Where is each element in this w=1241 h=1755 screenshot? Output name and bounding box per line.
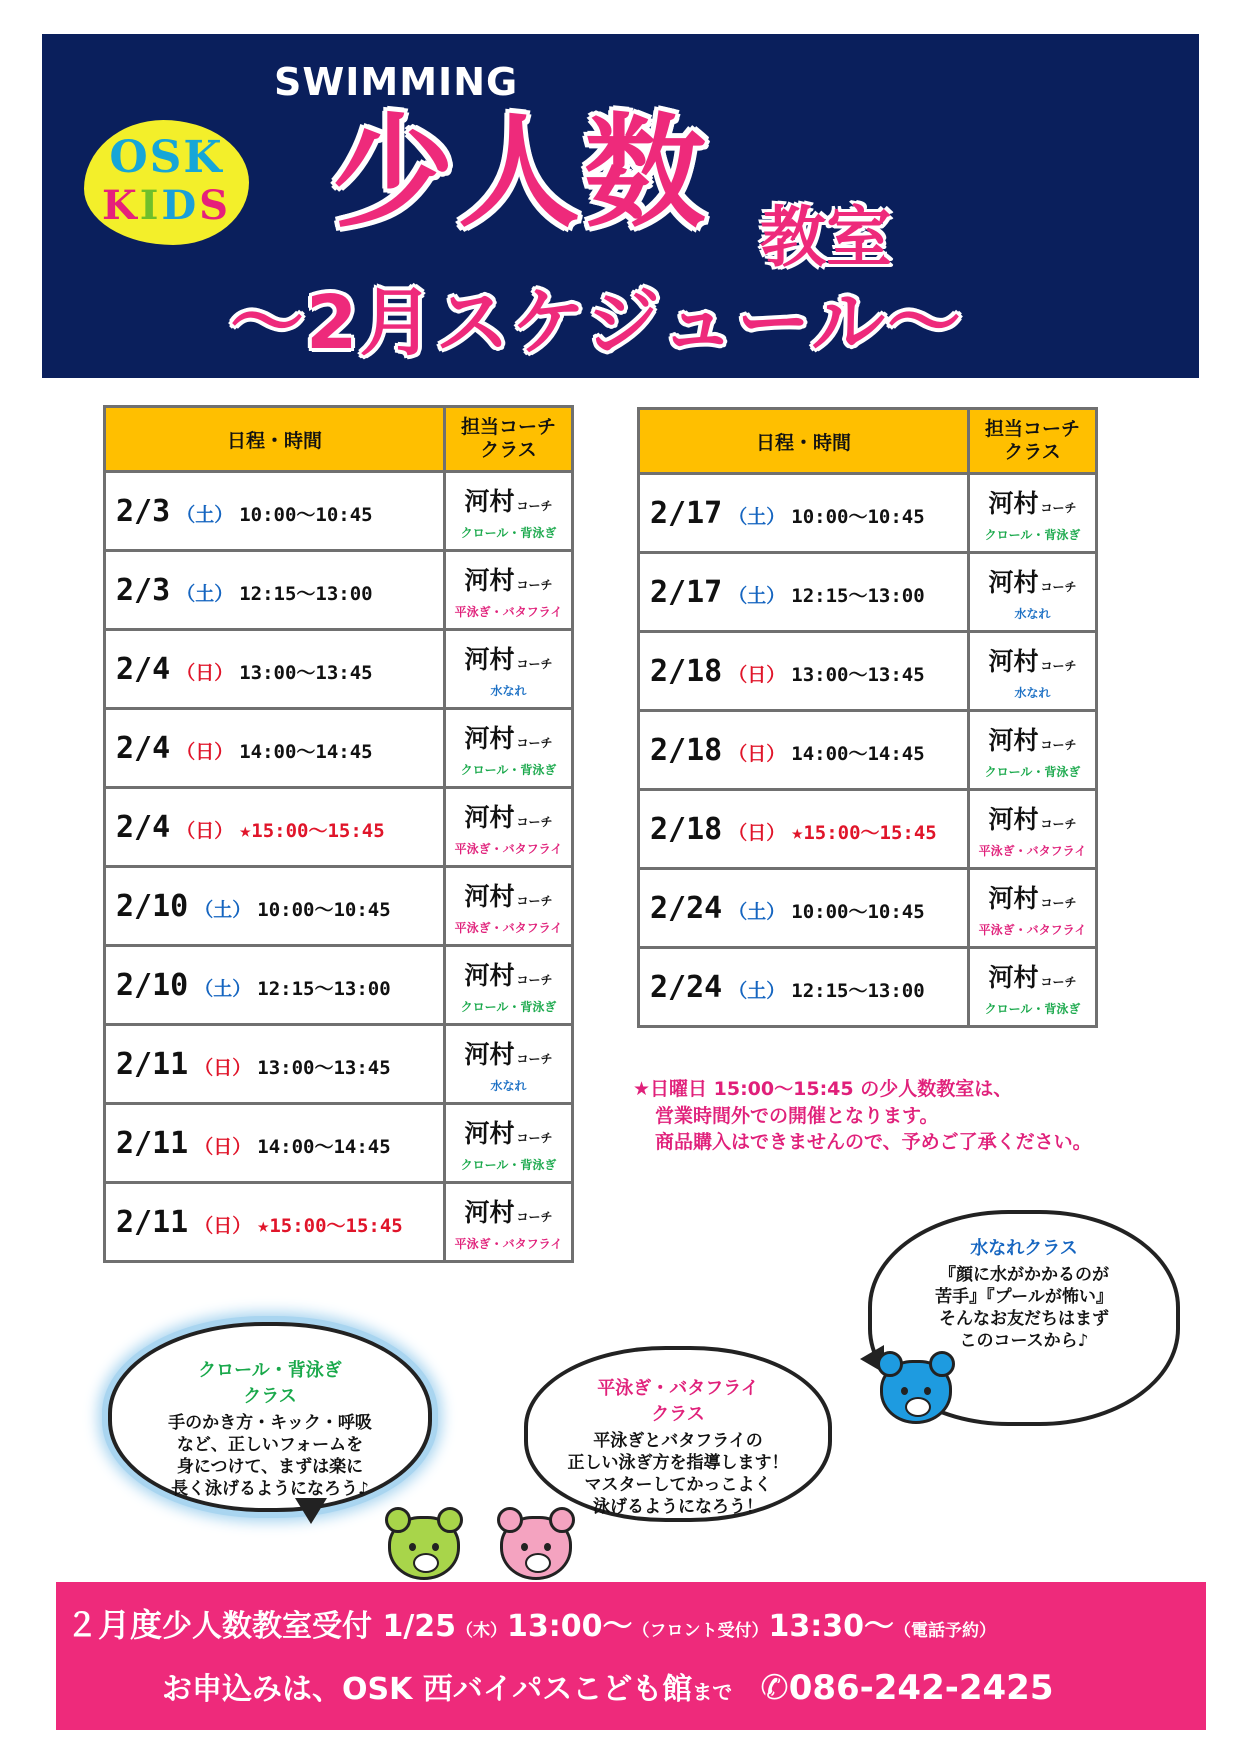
weekday-text: （土） xyxy=(194,977,252,1000)
notice-line: 商品購入はできませんので、予めご了承ください。 xyxy=(655,1131,1092,1154)
datetime-cell xyxy=(105,867,445,946)
coach-cell xyxy=(445,788,573,867)
coach-suffix: コーチ xyxy=(516,972,553,987)
date-text: 2/11 xyxy=(116,1204,189,1240)
weekday-text: （日） xyxy=(176,819,234,842)
coach-name: 河村 xyxy=(464,723,515,753)
reception-info: ２月度少人数教室受付 1/25（木）13:00～（フロント受付）13:30～（電話予約） xyxy=(66,1606,997,1644)
weekday-text: （土） xyxy=(728,505,786,528)
footer-banner xyxy=(56,1582,1206,1730)
date-text: 2/4 xyxy=(116,809,171,845)
page-title-suffix: 教室 xyxy=(760,199,892,276)
weekday-text: （日） xyxy=(194,1214,252,1237)
date-text: 2/24 xyxy=(650,890,723,926)
star-icon: ★ xyxy=(257,1212,270,1237)
coach-suffix: コーチ xyxy=(516,893,553,908)
datetime-cell xyxy=(105,788,445,867)
time-text: 13:00～13:45 xyxy=(239,661,373,684)
coach-cell xyxy=(969,948,1097,1027)
datetime-cell xyxy=(105,709,445,788)
bubble-title: 水なれクラス xyxy=(970,1238,1078,1259)
class-name: 平泳ぎ・バタフライ xyxy=(454,604,563,619)
schedule-row xyxy=(105,709,573,788)
weekday-text: （土） xyxy=(728,900,786,923)
coach-cell xyxy=(969,474,1097,553)
coach-name: 河村 xyxy=(988,646,1039,676)
logo-kids-text: KIDS xyxy=(101,182,232,229)
schedule-row xyxy=(105,788,573,867)
coach-suffix: コーチ xyxy=(1040,974,1077,989)
coach-suffix: コーチ xyxy=(1040,658,1077,673)
pink-bear-mascot xyxy=(500,1516,572,1580)
coach-suffix: コーチ xyxy=(1040,500,1077,515)
coach-suffix: コーチ xyxy=(516,577,553,592)
class-name: 水なれ xyxy=(490,683,527,698)
class-name: 平泳ぎ・バタフライ xyxy=(454,1236,563,1251)
class-name: クロール・背泳ぎ xyxy=(460,762,557,777)
datetime-cell xyxy=(105,1104,445,1183)
coach-cell xyxy=(445,551,573,630)
coach-cell xyxy=(969,869,1097,948)
coach-suffix: コーチ xyxy=(516,656,553,671)
schedule-row xyxy=(639,869,1097,948)
schedule-row xyxy=(105,1025,573,1104)
class-name: 水なれ xyxy=(1014,606,1051,621)
schedule-row xyxy=(639,553,1097,632)
coach-cell xyxy=(445,709,573,788)
star-icon: ★ xyxy=(791,819,804,844)
class-name: 平泳ぎ・バタフライ xyxy=(454,841,563,856)
datetime-cell xyxy=(639,869,969,948)
coach-cell xyxy=(969,790,1097,869)
coach-suffix: コーチ xyxy=(1040,816,1077,831)
coach-suffix: コーチ xyxy=(1040,895,1077,910)
contact-info: お申込みは、OSK 西バイパスこども館まで ✆086-242-2425 xyxy=(162,1668,1054,1708)
header-datetime: 日程・時間 xyxy=(105,407,445,472)
bubble-title: クロール・背泳ぎ クラス xyxy=(198,1360,342,1407)
bubble-body: 『顔に水がかかるのが 苦手』『プールが怖い』 そんなお友だちはまず このコースから♪ xyxy=(935,1265,1113,1352)
coach-name: 河村 xyxy=(464,1197,515,1227)
class-name: 平泳ぎ・バタフライ xyxy=(978,922,1087,937)
coach-cell xyxy=(969,553,1097,632)
class-name: クロール・背泳ぎ xyxy=(460,1157,557,1172)
notice-line: 営業時間外での開催となります。 xyxy=(655,1104,939,1127)
breast-class-bubble xyxy=(524,1346,832,1522)
schedule-right-body xyxy=(639,474,1097,1027)
weekday-text: （土） xyxy=(728,979,786,1002)
header-datetime: 日程・時間 xyxy=(639,409,969,474)
schedule-row xyxy=(639,948,1097,1027)
coach-cell xyxy=(969,632,1097,711)
coach-suffix: コーチ xyxy=(516,498,553,513)
datetime-cell xyxy=(105,472,445,551)
date-text: 2/11 xyxy=(116,1046,189,1082)
time-text: 10:00～10:45 xyxy=(791,505,925,528)
weekday-text: （日） xyxy=(194,1056,252,1079)
datetime-cell xyxy=(105,946,445,1025)
osk-kids-logo xyxy=(84,120,249,245)
time-text: 14:00～14:45 xyxy=(257,1135,391,1158)
header-banner xyxy=(42,34,1199,378)
weekday-text: （日） xyxy=(176,740,234,763)
time-text: 14:00～14:45 xyxy=(239,740,373,763)
class-name: 水なれ xyxy=(1014,685,1051,700)
datetime-cell xyxy=(639,474,969,553)
datetime-cell xyxy=(639,553,969,632)
coach-name: 河村 xyxy=(464,881,515,911)
schedule-row xyxy=(105,1104,573,1183)
date-text: 2/10 xyxy=(116,888,189,924)
datetime-cell xyxy=(639,632,969,711)
green-bear-mascot xyxy=(388,1516,460,1580)
coach-name: 河村 xyxy=(464,644,515,674)
coach-name: 河村 xyxy=(988,488,1039,518)
schedule-row xyxy=(105,946,573,1025)
date-text: 2/4 xyxy=(116,730,171,766)
datetime-cell xyxy=(639,790,969,869)
coach-name: 河村 xyxy=(464,1118,515,1148)
coach-suffix: コーチ xyxy=(516,1051,553,1066)
class-name: 平泳ぎ・バタフライ xyxy=(454,920,563,935)
page-title: 少人数 xyxy=(332,102,710,244)
class-name: クロール・背泳ぎ xyxy=(984,1001,1081,1016)
schedule-table-left xyxy=(103,405,574,1263)
star-icon: ★ xyxy=(239,817,252,842)
coach-cell xyxy=(445,867,573,946)
logo-osk-text: OSK xyxy=(109,132,224,183)
schedule-table-right xyxy=(637,407,1098,1028)
time-text: 12:15～13:00 xyxy=(791,584,925,607)
weekday-text: （日） xyxy=(728,821,786,844)
coach-name: 河村 xyxy=(988,883,1039,913)
schedule-row xyxy=(105,867,573,946)
datetime-cell xyxy=(105,551,445,630)
swimming-label: SWIMMING xyxy=(274,60,519,104)
time-text: 12:15～13:00 xyxy=(257,977,391,1000)
bubble-body: 平泳ぎとバタフライの 正しい泳ぎ方を指導します！ マスターしてかっこよく 泳げるようになろう！ xyxy=(567,1431,789,1518)
weekday-text: （土） xyxy=(176,503,234,526)
weekday-text: （日） xyxy=(176,661,234,684)
schedule-row xyxy=(105,472,573,551)
datetime-cell xyxy=(105,1183,445,1262)
date-text: 2/18 xyxy=(650,811,723,847)
crawl-class-bubble xyxy=(108,1322,432,1512)
weekday-text: （日） xyxy=(728,742,786,765)
coach-suffix: コーチ xyxy=(516,735,553,750)
time-text: 12:15～13:00 xyxy=(239,582,373,605)
class-name: 平泳ぎ・バタフライ xyxy=(978,843,1087,858)
date-text: 2/18 xyxy=(650,653,723,689)
time-text: ★15:00～15:45 xyxy=(257,1212,403,1237)
bubble-title: 平泳ぎ・バタフライ クラス xyxy=(597,1378,759,1425)
coach-name: 河村 xyxy=(464,960,515,990)
class-name: クロール・背泳ぎ xyxy=(460,525,557,540)
header-coach-class: 担当コーチ クラス xyxy=(969,409,1097,474)
coach-name: 河村 xyxy=(988,567,1039,597)
datetime-cell xyxy=(639,711,969,790)
coach-suffix: コーチ xyxy=(1040,579,1077,594)
time-text: 13:00～13:45 xyxy=(257,1056,391,1079)
coach-cell xyxy=(445,630,573,709)
schedule-row xyxy=(639,474,1097,553)
coach-cell xyxy=(445,1183,573,1262)
coach-cell xyxy=(445,472,573,551)
datetime-cell xyxy=(639,948,969,1027)
coach-suffix: コーチ xyxy=(516,1209,553,1224)
coach-name: 河村 xyxy=(988,804,1039,834)
date-text: 2/18 xyxy=(650,732,723,768)
sunday-notice xyxy=(633,1076,1092,1156)
weekday-text: （土） xyxy=(176,582,234,605)
schedule-row xyxy=(639,632,1097,711)
coach-name: 河村 xyxy=(464,1039,515,1069)
page-subtitle: ～2月スケジュール～ xyxy=(230,280,964,366)
coach-suffix: コーチ xyxy=(516,1130,553,1145)
schedule-row xyxy=(105,551,573,630)
coach-cell xyxy=(445,1104,573,1183)
class-name: クロール・背泳ぎ xyxy=(984,764,1081,779)
class-name: 水なれ xyxy=(490,1078,527,1093)
date-text: 2/3 xyxy=(116,572,171,608)
blue-bear-mascot xyxy=(880,1360,952,1424)
weekday-text: （土） xyxy=(194,898,252,921)
date-text: 2/17 xyxy=(650,574,723,610)
schedule-row xyxy=(105,630,573,709)
weekday-text: （土） xyxy=(728,584,786,607)
header-coach-class: 担当コーチ クラス xyxy=(445,407,573,472)
time-text: 13:00～13:45 xyxy=(791,663,925,686)
date-text: 2/4 xyxy=(116,651,171,687)
coach-name: 河村 xyxy=(464,802,515,832)
coach-cell xyxy=(445,946,573,1025)
datetime-cell xyxy=(105,630,445,709)
date-text: 2/11 xyxy=(116,1125,189,1161)
date-text: 2/3 xyxy=(116,493,171,529)
schedule-left-body xyxy=(105,472,573,1262)
time-text: 12:15～13:00 xyxy=(791,979,925,1002)
time-text: 10:00～10:45 xyxy=(791,900,925,923)
datetime-cell xyxy=(105,1025,445,1104)
coach-suffix: コーチ xyxy=(516,814,553,829)
coach-name: 河村 xyxy=(464,565,515,595)
time-text: 14:00～14:45 xyxy=(791,742,925,765)
weekday-text: （日） xyxy=(728,663,786,686)
phone-number[interactable]: ✆086-242-2425 xyxy=(760,1668,1054,1708)
schedule-row xyxy=(639,711,1097,790)
date-text: 2/17 xyxy=(650,495,723,531)
coach-suffix: コーチ xyxy=(1040,737,1077,752)
date-text: 2/24 xyxy=(650,969,723,1005)
time-text: 10:00～10:45 xyxy=(239,503,373,526)
time-text: ★15:00～15:45 xyxy=(239,817,385,842)
date-text: 2/10 xyxy=(116,967,189,1003)
class-name: クロール・背泳ぎ xyxy=(460,999,557,1014)
schedule-row xyxy=(639,790,1097,869)
weekday-text: （日） xyxy=(194,1135,252,1158)
time-text: 10:00～10:45 xyxy=(257,898,391,921)
coach-name: 河村 xyxy=(464,486,515,516)
coach-name: 河村 xyxy=(988,725,1039,755)
class-name: クロール・背泳ぎ xyxy=(984,527,1081,542)
coach-cell xyxy=(969,711,1097,790)
bubble-body: 手のかき方・キック・呼吸 など、正しいフォームを 身につけて、まずは楽に 長く泳げるようになろう♪ xyxy=(168,1413,372,1500)
schedule-row xyxy=(105,1183,573,1262)
bubble-tail xyxy=(295,1498,327,1524)
notice-line: ★日曜日 15:00～15:45 の少人数教室は、 xyxy=(633,1078,1013,1100)
time-text: ★15:00～15:45 xyxy=(791,819,937,844)
coach-cell xyxy=(445,1025,573,1104)
coach-name: 河村 xyxy=(988,962,1039,992)
